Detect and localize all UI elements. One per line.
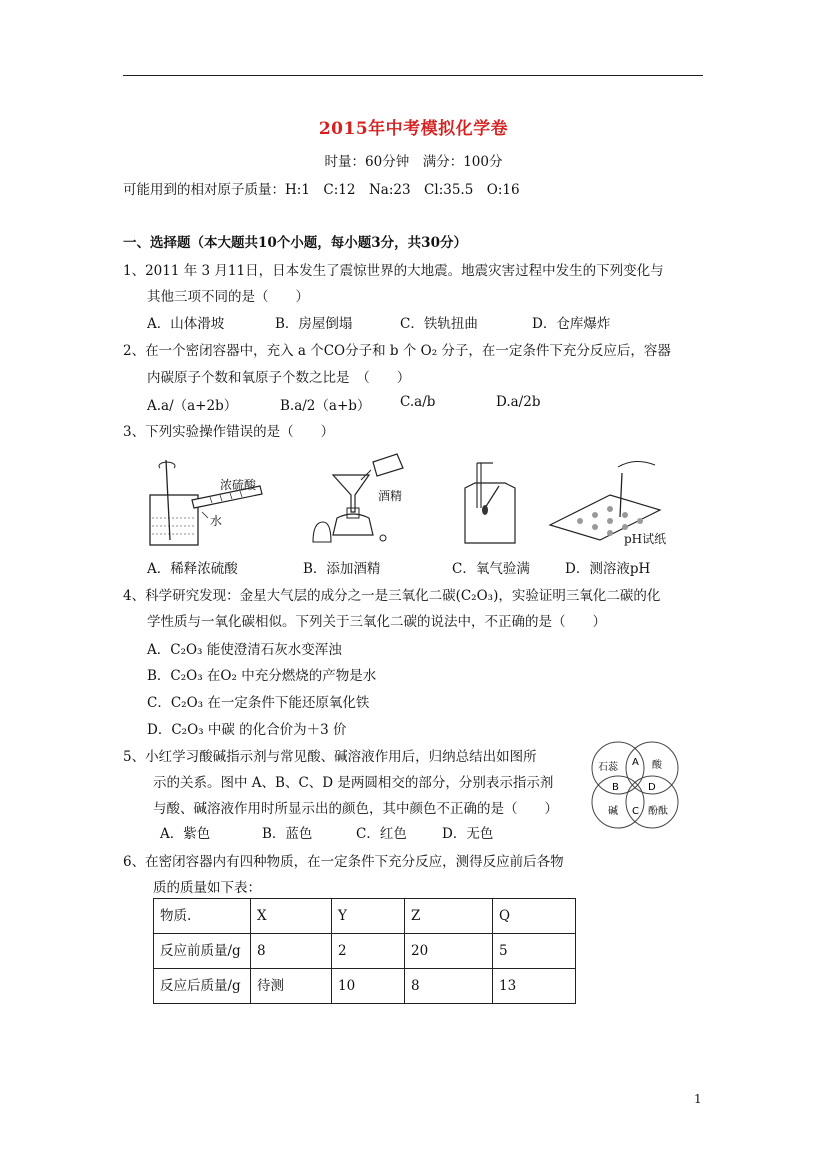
table-header-cell: Y: [332, 899, 405, 934]
label-water: 水: [210, 514, 223, 528]
q4-option-d: D．C₂O₃ 中碳 的化合价为＋3 价: [147, 722, 347, 738]
venn-region-b: B: [612, 782, 619, 793]
table-cell: 反应前质量/g: [154, 934, 251, 969]
q4-option-a: A．C₂O₃ 能使澄清石灰水变浑浊: [147, 642, 342, 658]
venn-diagram: [588, 738, 682, 832]
table-cell: 8: [405, 969, 493, 1004]
table-header-cell: X: [251, 899, 332, 934]
table-cell: 10: [332, 969, 405, 1004]
q3-option-c: C．氧气验满: [452, 561, 530, 577]
table-cell: 反应后质量/g: [154, 969, 251, 1004]
q5-stem-line3: 与酸、碱溶液作用时所显示出的颜色，其中颜色不正确的是（ ）: [153, 801, 558, 817]
q3-option-a: A．稀释浓硫酸: [147, 561, 238, 577]
label-conc-acid: 浓硫酸: [220, 478, 257, 492]
page-number: 1: [694, 1092, 702, 1106]
q1-option-c: C．铁轨扭曲: [400, 316, 478, 332]
q2-option-d: D.a/2b: [496, 394, 541, 410]
table-header-cell: Z: [405, 899, 493, 934]
label-alcohol: 酒精: [378, 489, 403, 503]
section-heading: 一、选择题（本大题共10个小题，每小题3分，共30分）: [123, 235, 467, 251]
q2-stem-line2: 内碳原子个数和氧原子个数之比是 （ ）: [147, 370, 411, 386]
venn-label-litmus: 石蕊: [598, 762, 618, 773]
venn-label-base: 碱: [608, 806, 618, 817]
table-cell: 13: [493, 969, 576, 1004]
page-title: 2015年中考模拟化学卷: [318, 119, 509, 139]
q3-option-d: D．测溶液pH: [565, 561, 651, 577]
q5-option-b: B．蓝色: [262, 826, 313, 842]
mass-table: [153, 898, 576, 1004]
q1-option-d: D．仓库爆炸: [532, 316, 611, 332]
q2-option-a: A.a/（a+2b）: [147, 398, 238, 414]
q4-option-c: C．C₂O₃ 在一定条件下能还原氧化铁: [147, 695, 370, 711]
q1-option-a: A．山体滑坡: [147, 316, 225, 332]
q1-stem-line2: 其他三项不同的是（ ）: [147, 289, 309, 305]
header-rule: [123, 75, 703, 76]
label-ph-paper: pH试纸: [624, 532, 667, 546]
table-cell: 5: [493, 934, 576, 969]
q3-stem: 3、下列实验操作错误的是（ ）: [123, 424, 335, 440]
venn-label-acid: 酸: [652, 760, 662, 771]
venn-label-phenolphthalein: 酚酞: [648, 806, 668, 817]
venn-region-d: D: [648, 782, 656, 793]
table-row: [154, 969, 576, 1004]
table-row: [154, 934, 576, 969]
q5-stem-line2: 示的关系。图中 A、B、C、D 是两圆相交的部分，分别表示指示剂: [153, 775, 554, 791]
q4-stem-line1: 4、科学研究发现：金星大气层的成分之一是三氧化二碳(C₂O₃)，实验证明三氧化二碳的化: [123, 588, 661, 604]
q4-option-b: B．C₂O₃ 在O₂ 中充分燃烧的产物是水: [147, 668, 377, 684]
q4-stem-line2: 学性质与一氧化碳相似。下列关于三氧化二碳的说法中，不正确的是（ ）: [147, 614, 606, 630]
table-header-cell: Q: [493, 899, 576, 934]
q5-option-c: C．红色: [356, 826, 407, 842]
q2-stem-line1: 2、在一个密闭容器中，充入 a 个CO分子和 b 个 O₂ 分子，在一定条件下充分反应后，容器: [123, 343, 671, 359]
table-cell: 2: [332, 934, 405, 969]
q1-option-b: B．房屋倒塌: [275, 316, 353, 332]
q3-option-b: B．添加酒精: [303, 561, 381, 577]
q1-stem-line1: 1、2011 年 3 月11日，日本发生了震惊世界的大地震。地震灾害过程中发生的下列变化与: [123, 263, 664, 279]
venn-region-a: A: [632, 757, 639, 768]
q5-stem-line1: 5、小红学习酸碱指示剂与常见酸、碱溶液作用后，归纳总结出如图所: [123, 749, 537, 765]
time-score: 时量：60分钟 满分：100分: [324, 154, 503, 170]
figure-dilute-acid: [140, 450, 270, 550]
atomic-masses: 可能用到的相对原子质量：H:1 C:12 Na:23 Cl:35.5 O:16: [123, 182, 520, 198]
table-cell: 20: [405, 934, 493, 969]
table-header-cell: 物质.: [154, 899, 251, 934]
table-cell: 待测: [251, 969, 332, 1004]
q5-option-a: A．紫色: [160, 826, 211, 842]
table-cell: 8: [251, 934, 332, 969]
q6-stem-line2: 质的质量如下表：: [153, 880, 261, 896]
venn-region-c: C: [632, 806, 639, 817]
figure-oxygen-test: [455, 458, 525, 548]
table-header-row: [154, 899, 576, 934]
q2-option-b: B.a/2（a+b）: [280, 398, 371, 414]
q5-option-d: D．无色: [442, 826, 494, 842]
q6-stem-line1: 6、在密闭容器内有四种物质，在一定条件下充分反应，测得反应前后各物: [123, 854, 564, 870]
q2-option-c: C.a/b: [400, 394, 436, 410]
